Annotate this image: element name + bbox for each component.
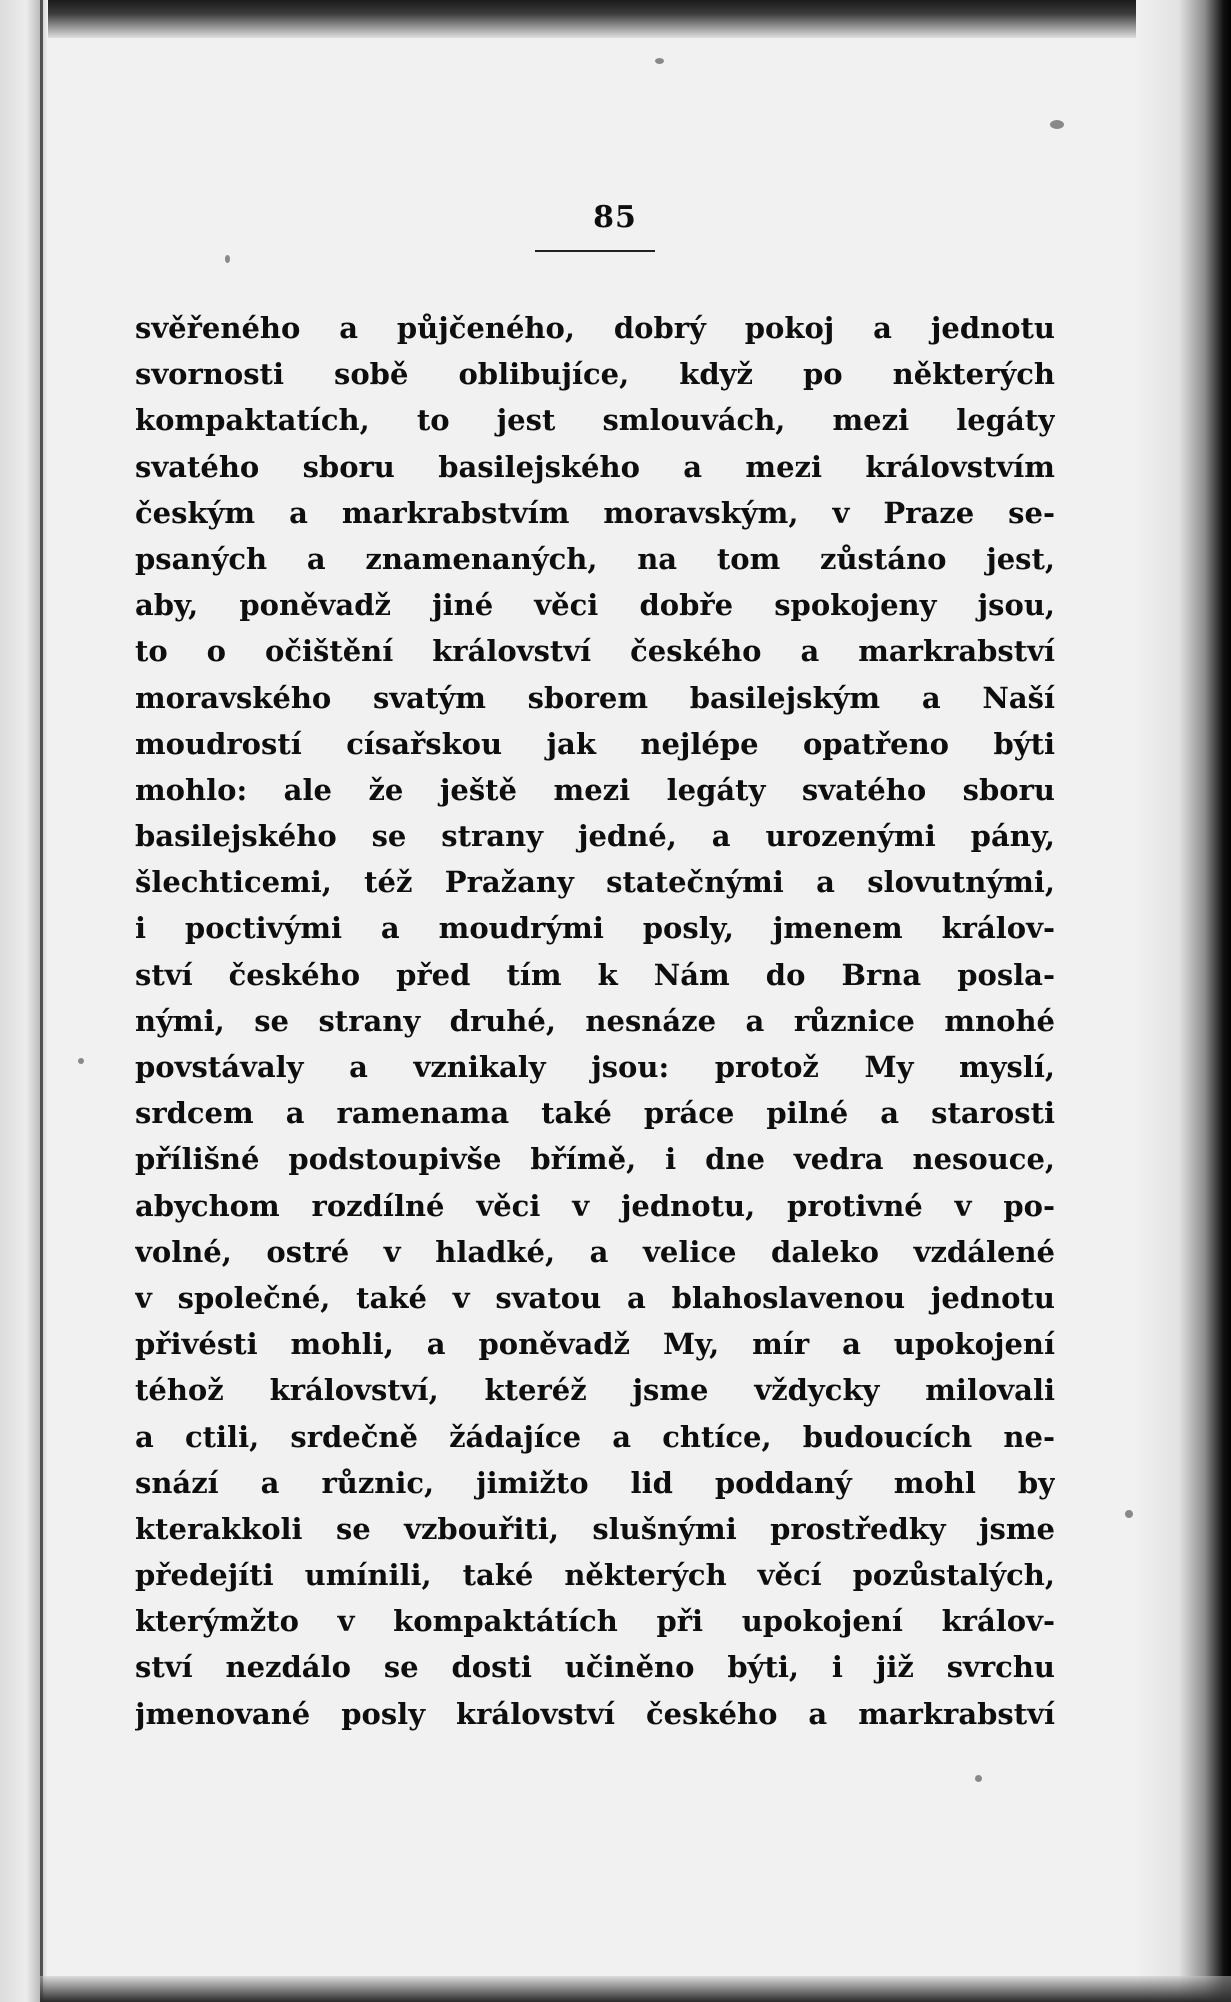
text-line: českým a markrabstvím moravským, v Praze se- [135, 495, 1055, 530]
text-line: ství nezdálo se dosti učiněno býti, i již svrchu [135, 1650, 1055, 1685]
text-line: kterýmžto v kompaktátích při upokojení králov- [135, 1604, 1055, 1639]
text-line: moudrostí císařskou jak nejlépe opatřeno býti [135, 726, 1055, 761]
right-page-edge [1136, 0, 1231, 2002]
text-line: téhož království, kteréž jsme vždycky milovali [135, 1373, 1055, 1408]
scan-speck [1050, 120, 1064, 129]
text-line: předejíti umínili, také některých věcí pozůstalých, [135, 1558, 1055, 1593]
text-line: abychom rozdílné věci v jednotu, protivné v po- [135, 1188, 1055, 1223]
text-line: šlechticemi, též Pražany statečnými a slovutnými, [135, 865, 1055, 900]
book-page [120, 190, 1120, 1950]
text-line: přivésti mohli, a poněvadž My, mír a upokojení [135, 1327, 1055, 1362]
left-page-edge [0, 0, 48, 2002]
text-line: snází a různic, jimižto lid poddaný mohl by [135, 1465, 1055, 1500]
page-number-rule [535, 250, 655, 252]
text-line: mohlo: ale že ještě mezi legáty svatého sboru [135, 772, 1055, 807]
text-line: jmenované posly království českého a markrabství [135, 1696, 1055, 1731]
text-line: svornosti sobě oblibujíce, když po některých [135, 357, 1055, 392]
text-line: kompaktatích, to jest smlouvách, mezi legáty [135, 403, 1055, 438]
text-line: povstávaly a vznikaly jsou: protož My myslí, [135, 1050, 1055, 1084]
text-line: a ctili, srdečně žádajíce a chtíce, budoucích ne- [135, 1419, 1055, 1454]
text-line: ství českého před tím k Nám do Brna posla- [135, 957, 1055, 992]
text-line: psaných a znamenaných, na tom zůstáno jest, [135, 541, 1055, 576]
text-line: moravského svatým sborem basilejským a Naší [135, 680, 1055, 715]
text-line: to o očištění království českého a markrabství [135, 634, 1055, 669]
body-text [135, 305, 1055, 1737]
text-line: nými, se strany druhé, nesnáze a různice mnohé [135, 1003, 1055, 1038]
text-line: svatého sboru basilejského a mezi královstvím [135, 449, 1055, 484]
text-line: aby, poněvadž jiné věci dobře spokojeny jsou, [135, 588, 1055, 623]
text-line: volné, ostré v hladké, a velice daleko vzdálené [135, 1234, 1055, 1269]
scan-speck [655, 58, 664, 64]
scan-speck [78, 1058, 84, 1064]
top-scan-shadow [48, 0, 1148, 38]
text-line: basilejského se strany jedné, a urozenými pány, [135, 819, 1055, 854]
bottom-scan-shadow [40, 1976, 1231, 2002]
page-number: 85 [593, 200, 637, 235]
scan-speck [1125, 1510, 1133, 1518]
text-line: srdcem a ramenama také práce pilné a starosti [135, 1096, 1055, 1131]
text-line: i poctivými a moudrými posly, jmenem králov- [135, 911, 1055, 946]
text-line: svěřeného a půjčeného, dobrý pokoj a jednotu [135, 311, 1055, 345]
text-line: kterakkoli se vzbouřiti, slušnými prostředky jsme [135, 1511, 1055, 1546]
text-line: přílišné podstoupivše břímě, i dne vedra nesouce, [135, 1142, 1055, 1177]
text-line: v společné, také v svatou a blahoslavenou jednotu [135, 1280, 1055, 1315]
